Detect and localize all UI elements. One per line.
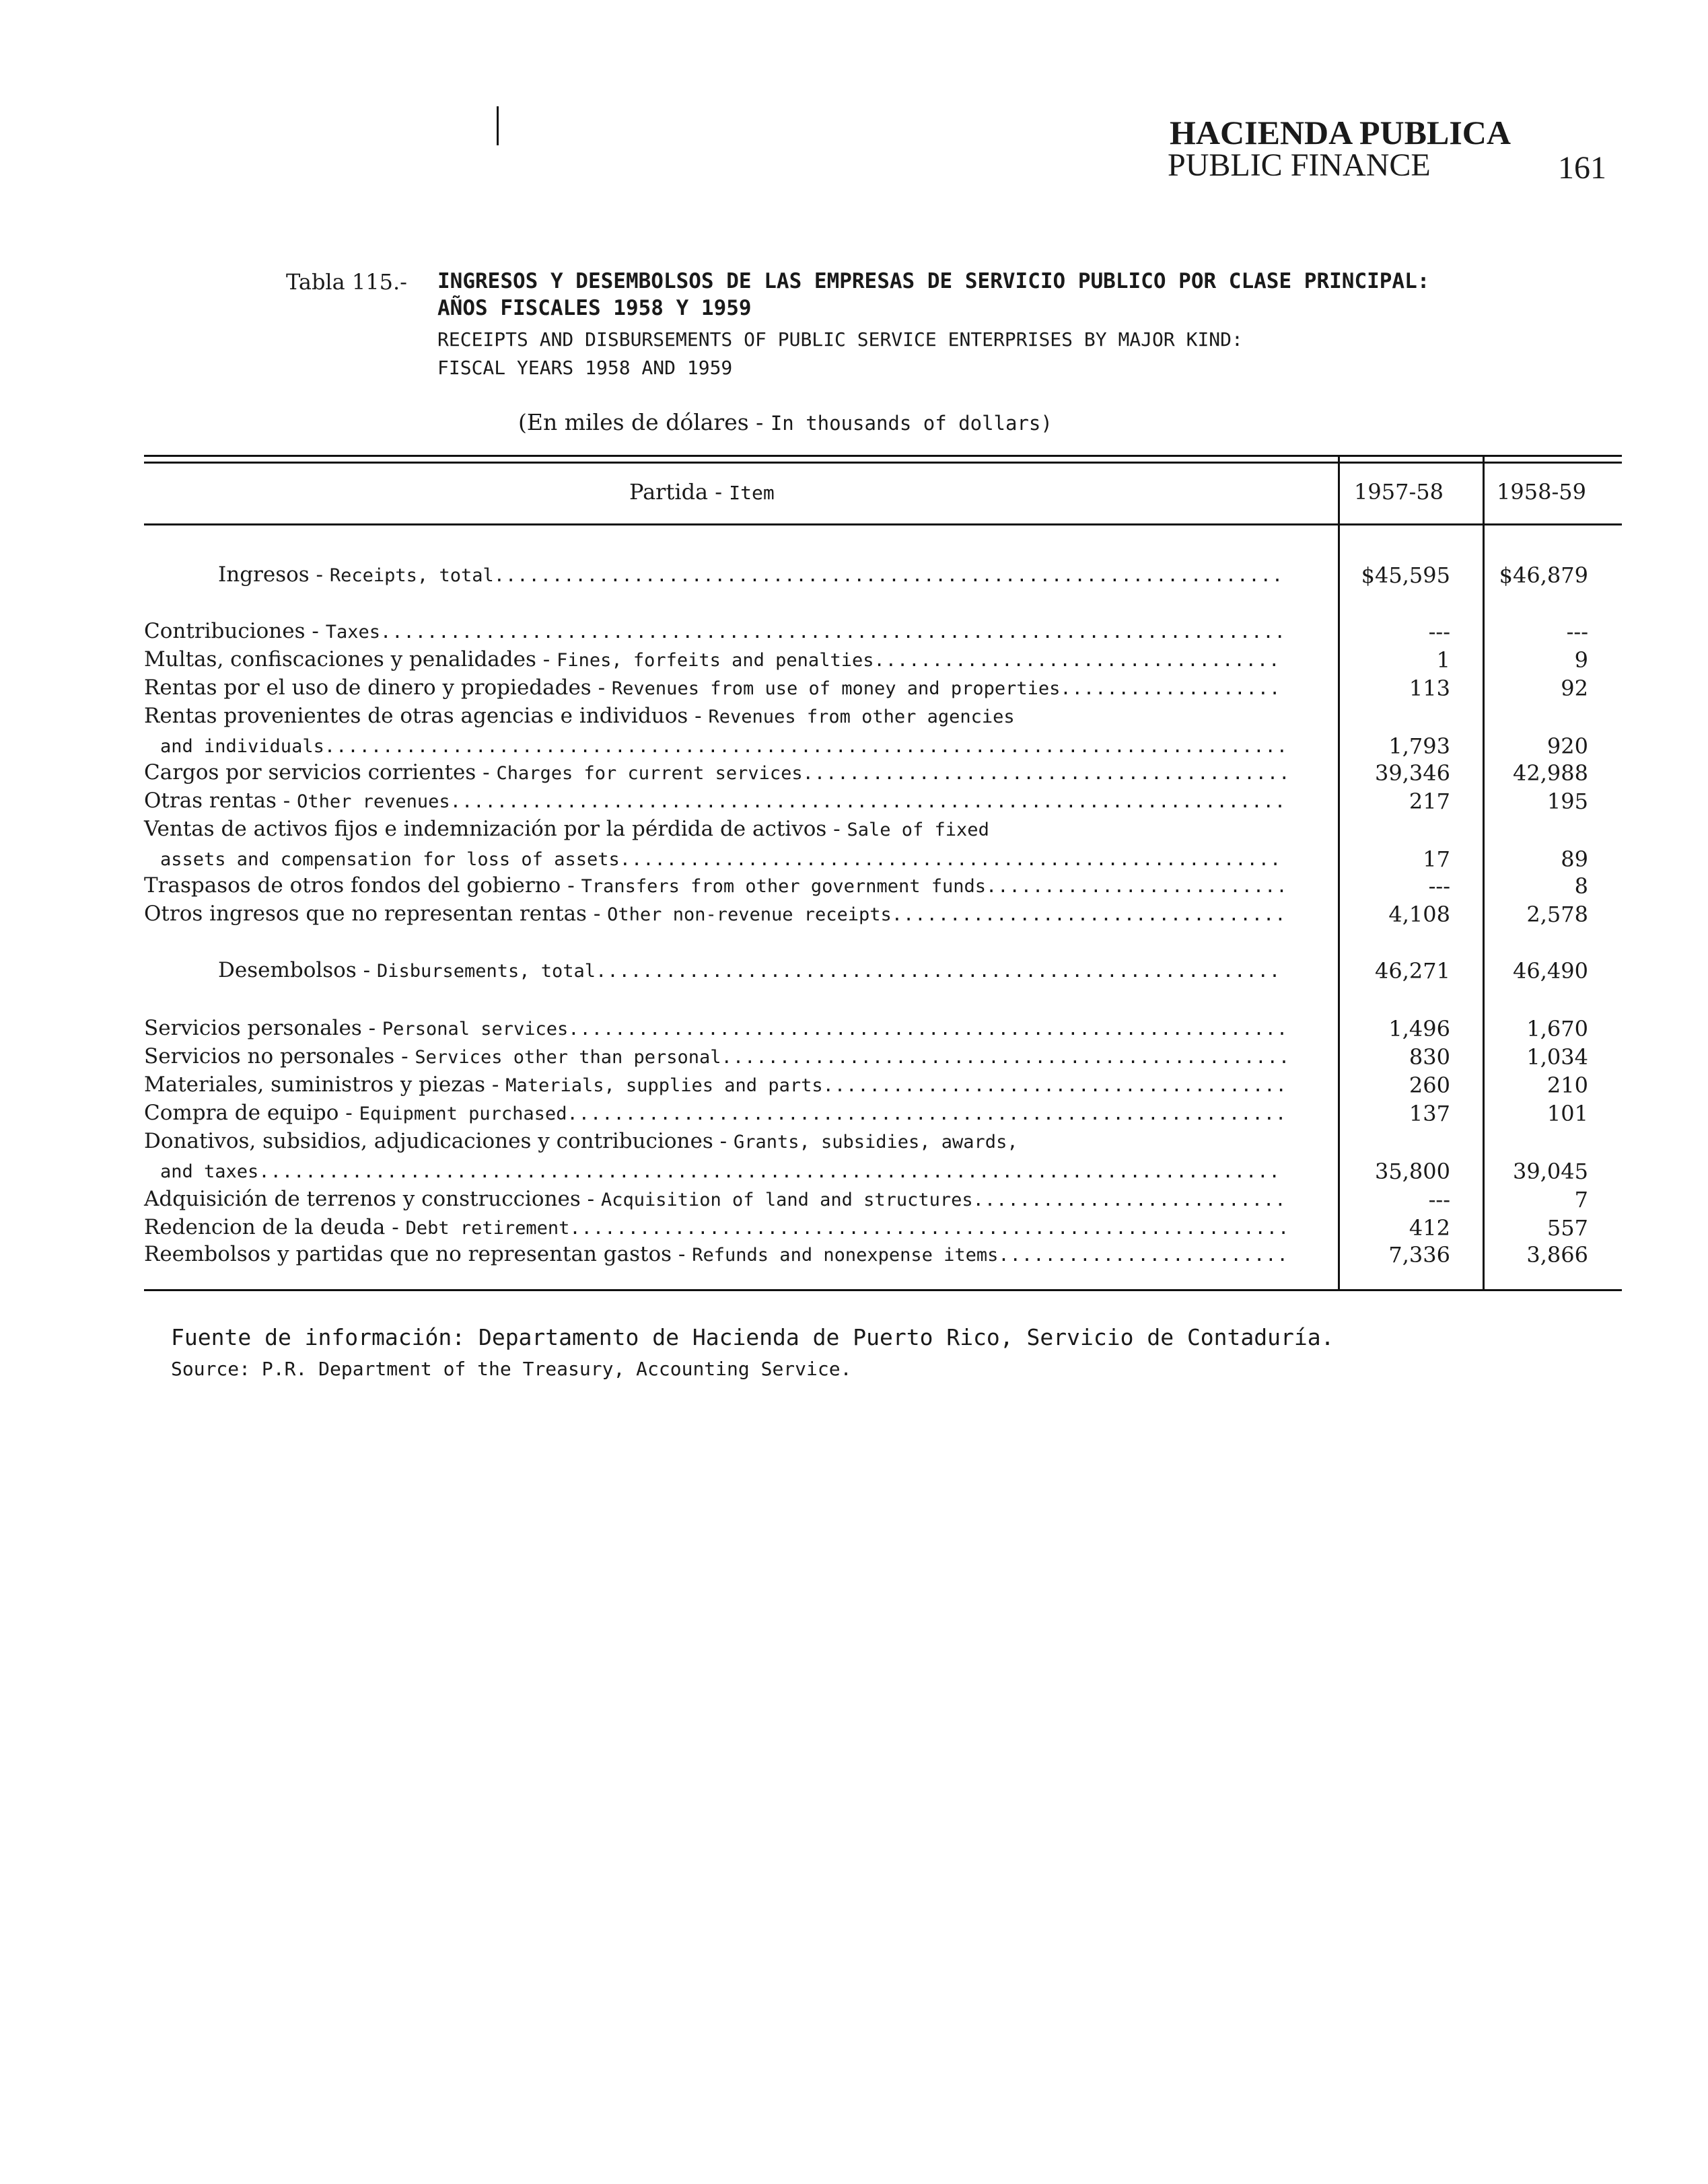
row-label bbox=[160, 733, 1288, 758]
leader-dots: .............................................................. bbox=[568, 1019, 1289, 1040]
title-line1-en: RECEIPTS AND DISBURSEMENTS OF PUBLIC SERVICE ENTERPRISES BY MAJOR KIND: bbox=[437, 328, 1243, 351]
value-1957-58: 830 bbox=[1409, 1044, 1450, 1070]
table-row bbox=[144, 562, 1302, 591]
column-header-1958-59: 1958-59 bbox=[1497, 479, 1586, 505]
table-row bbox=[144, 817, 1302, 845]
row-label-es: Cargos por servicios corrientes - bbox=[144, 760, 490, 785]
leader-dots: ................................................................................... bbox=[324, 736, 1289, 757]
leader-dots: ........................................................................................ bbox=[258, 1161, 1281, 1182]
table-row bbox=[144, 902, 1302, 930]
row-label bbox=[144, 676, 1281, 700]
leader-dots: .................................. bbox=[891, 904, 1287, 925]
value-1958-59: 92 bbox=[1561, 676, 1588, 701]
value-1957-58: 1,496 bbox=[1388, 1016, 1450, 1042]
value-1958-59: 557 bbox=[1546, 1215, 1588, 1241]
row-label bbox=[160, 1159, 1281, 1183]
row-label bbox=[144, 1215, 1289, 1239]
row-label bbox=[144, 1101, 1287, 1125]
leader-dots: ........................................ bbox=[822, 1075, 1287, 1096]
row-label bbox=[144, 619, 1286, 643]
row-label-es: Materiales, suministros y piezas - bbox=[144, 1072, 499, 1097]
page-number: 161 bbox=[1558, 150, 1606, 186]
table-row bbox=[144, 1016, 1302, 1044]
margin-mark bbox=[497, 106, 499, 145]
value-1958-59: 39,045 bbox=[1513, 1159, 1588, 1184]
value-1958-59: 9 bbox=[1574, 647, 1588, 673]
leader-dots: .......................... bbox=[986, 876, 1288, 897]
value-1958-59: 195 bbox=[1546, 789, 1588, 814]
row-label-es: Multas, confiscaciones y penalidades - bbox=[144, 647, 550, 671]
column-header-item-es: Partida - bbox=[629, 479, 723, 505]
row-label-en: Other non-revenue receipts bbox=[607, 904, 892, 925]
table-row bbox=[144, 1072, 1302, 1101]
value-1958-59: 101 bbox=[1546, 1101, 1588, 1126]
value-1958-59: 89 bbox=[1561, 846, 1588, 872]
table-row bbox=[144, 873, 1302, 902]
row-label-en: assets and compensation for loss of assets bbox=[160, 849, 620, 870]
row-label-en: Revenues from use of money and properties bbox=[611, 678, 1061, 699]
row-label-en: Taxes bbox=[325, 622, 380, 643]
leader-dots: ................................................. bbox=[721, 1047, 1291, 1068]
leader-dots: .............................................................. bbox=[569, 1218, 1290, 1239]
leader-dots: .............................................................. bbox=[567, 1103, 1287, 1124]
value-1957-58: --- bbox=[1428, 1187, 1450, 1212]
row-label bbox=[144, 1044, 1290, 1068]
value-1957-58: 39,346 bbox=[1375, 760, 1450, 786]
header-title-en: PUBLIC FINANCE bbox=[1168, 147, 1431, 183]
row-label-es: Reembolsos y partidas que no representan gastos - bbox=[144, 1242, 686, 1266]
row-label-es: Rentas provenientes de otras agencias e individuos - bbox=[144, 704, 702, 728]
leader-dots: ......................................................... bbox=[619, 849, 1282, 870]
source-es: Fuente de información: Departamento de Hacienda de Puerto Rico, Servicio de Contaduría. bbox=[171, 1324, 1335, 1350]
value-1957-58: 260 bbox=[1409, 1072, 1450, 1098]
table-row bbox=[144, 1242, 1302, 1270]
table-row bbox=[144, 619, 1302, 647]
row-label bbox=[144, 1242, 1289, 1266]
value-1957-58: 7,336 bbox=[1388, 1242, 1450, 1268]
value-1957-58: --- bbox=[1428, 619, 1450, 645]
leader-dots: ......................... bbox=[998, 1245, 1289, 1266]
table-row bbox=[144, 760, 1302, 789]
title-line2-es: AÑOS FISCALES 1958 Y 1959 bbox=[437, 296, 752, 320]
units-en: In thousands of dollars) bbox=[770, 412, 1053, 435]
row-label bbox=[144, 789, 1286, 813]
value-1958-59: 1,670 bbox=[1526, 1016, 1588, 1042]
row-label-en: Acquisition of land and structures bbox=[600, 1190, 973, 1210]
row-label-en: Disbursements, total bbox=[376, 961, 596, 982]
title-line2-en: FISCAL YEARS 1958 AND 1959 bbox=[437, 357, 733, 379]
row-label-es: Adquisición de terrenos y construcciones - bbox=[144, 1187, 595, 1211]
value-1957-58: 1 bbox=[1436, 647, 1450, 673]
units-es: (En miles de dólares - bbox=[518, 409, 764, 435]
row-label bbox=[144, 760, 1290, 785]
value-1957-58: $45,595 bbox=[1361, 562, 1450, 588]
value-1957-58: --- bbox=[1428, 873, 1450, 899]
value-1957-58: 17 bbox=[1423, 846, 1450, 872]
row-label bbox=[144, 1129, 1018, 1153]
table-row bbox=[144, 1044, 1302, 1072]
row-label-en: Other revenues bbox=[297, 791, 450, 812]
table-row bbox=[144, 733, 1302, 762]
leader-dots: .............................................................................. bbox=[380, 622, 1286, 643]
row-label-es: Servicios no personales - bbox=[144, 1044, 408, 1068]
table-row bbox=[144, 789, 1302, 817]
value-1958-59: 920 bbox=[1546, 733, 1588, 759]
row-label-en: Equipment purchased bbox=[359, 1103, 567, 1124]
table-row bbox=[144, 1159, 1302, 1187]
row-label bbox=[144, 704, 1015, 728]
row-label bbox=[218, 958, 1281, 982]
row-label bbox=[144, 902, 1286, 926]
value-1958-59: 42,988 bbox=[1513, 760, 1588, 786]
value-1958-59: 8 bbox=[1574, 873, 1588, 899]
row-label-es: Redencion de la deuda - bbox=[144, 1215, 399, 1239]
table-row bbox=[144, 647, 1302, 676]
row-label bbox=[144, 1016, 1288, 1040]
row-label-en: and individuals bbox=[160, 736, 324, 757]
row-label-en: Charges for current services bbox=[496, 763, 803, 784]
row-label-en: Materials, supplies and parts bbox=[505, 1075, 823, 1096]
value-1957-58: 217 bbox=[1409, 789, 1450, 814]
value-1958-59: 2,578 bbox=[1526, 902, 1588, 927]
title-line1-es: INGRESOS Y DESEMBOLSOS DE LAS EMPRESAS DE SERVICIO PUBLICO POR CLASE PRINCIPAL: bbox=[437, 269, 1430, 293]
header-title-es: HACIENDA PUBLICA bbox=[1170, 114, 1511, 151]
column-header-1957-58: 1957-58 bbox=[1354, 479, 1444, 505]
value-1957-58: 113 bbox=[1409, 676, 1450, 701]
row-label-es: Servicios personales - bbox=[144, 1016, 376, 1040]
row-label-es: Otros ingresos que no representan rentas - bbox=[144, 902, 601, 926]
table-row bbox=[144, 1129, 1302, 1157]
column-header-item-en: Item bbox=[729, 482, 775, 504]
value-1957-58: 412 bbox=[1409, 1215, 1450, 1241]
leader-dots: ........................................................... bbox=[596, 961, 1281, 982]
row-label-en: Fines, forfeits and penalties bbox=[557, 650, 874, 671]
value-1957-58: 46,271 bbox=[1375, 958, 1450, 984]
table-top-rule-2 bbox=[144, 462, 1622, 464]
table-row bbox=[144, 676, 1302, 704]
value-1958-59: 46,490 bbox=[1513, 958, 1588, 984]
row-label bbox=[160, 846, 1281, 871]
row-label-en: Sale of fixed bbox=[847, 820, 989, 840]
source-en: Source: P.R. Department of the Treasury, Accounting Service. bbox=[171, 1358, 852, 1380]
row-label-es: Ingresos - bbox=[218, 562, 324, 587]
leader-dots: ................................... bbox=[874, 650, 1281, 671]
table-row bbox=[144, 1101, 1302, 1129]
value-1958-59: --- bbox=[1566, 619, 1588, 645]
row-label-es: Ventas de activos fijos e indemnización por la pérdida de activos - bbox=[144, 817, 841, 841]
row-label bbox=[144, 817, 989, 841]
row-label bbox=[144, 1072, 1287, 1097]
row-label-es: Compra de equipo - bbox=[144, 1101, 353, 1125]
value-1958-59: 3,866 bbox=[1526, 1242, 1588, 1268]
leader-dots: ........................................................................ bbox=[450, 791, 1287, 812]
leader-dots: .................................................................... bbox=[493, 565, 1284, 586]
row-label bbox=[144, 1187, 1287, 1211]
row-label-en: Personal services bbox=[382, 1019, 569, 1040]
units-note bbox=[518, 409, 1053, 435]
value-1957-58: 35,800 bbox=[1375, 1159, 1450, 1184]
row-label bbox=[218, 562, 1283, 587]
table-top-rule bbox=[144, 455, 1622, 457]
value-1957-58: 137 bbox=[1409, 1101, 1450, 1126]
leader-dots: .......................................... bbox=[802, 763, 1291, 784]
row-label-es: Traspasos de otros fondos del gobierno - bbox=[144, 873, 575, 898]
row-label-es: Contribuciones - bbox=[144, 619, 319, 643]
row-label-en: Grants, subsidies, awards, bbox=[733, 1132, 1018, 1153]
row-label-en: Transfers from other government funds bbox=[581, 876, 986, 897]
value-1958-59: $46,879 bbox=[1499, 562, 1588, 588]
column-divider-2 bbox=[1483, 455, 1485, 1290]
value-1957-58: 1,793 bbox=[1388, 733, 1450, 759]
row-label-en: and taxes bbox=[160, 1161, 259, 1182]
value-1957-58: 4,108 bbox=[1388, 902, 1450, 927]
row-label-en: Revenues from other agencies bbox=[708, 706, 1015, 727]
row-label bbox=[144, 873, 1288, 898]
table-row bbox=[144, 846, 1302, 875]
row-label-es: Donativos, subsidios, adjudicaciones y contribuciones - bbox=[144, 1129, 727, 1153]
row-label-es: Rentas por el uso de dinero y propiedades - bbox=[144, 676, 606, 700]
row-label-en: Debt retirement bbox=[405, 1218, 570, 1239]
row-label-en: Services other than personal bbox=[415, 1047, 721, 1068]
value-1958-59: 7 bbox=[1574, 1187, 1588, 1212]
leader-dots: ................... bbox=[1060, 678, 1281, 699]
row-label bbox=[144, 647, 1280, 671]
row-label-es: Desembolsos - bbox=[218, 958, 371, 982]
value-1958-59: 1,034 bbox=[1526, 1044, 1588, 1070]
leader-dots: ........................... bbox=[972, 1190, 1287, 1210]
table-bottom-rule bbox=[144, 1289, 1622, 1291]
row-label-en: Refunds and nonexpense items bbox=[692, 1245, 999, 1266]
value-1958-59: 210 bbox=[1546, 1072, 1588, 1098]
table-row bbox=[144, 958, 1302, 986]
table-number: Tabla 115.- bbox=[286, 269, 407, 295]
column-header-item bbox=[629, 479, 775, 505]
row-label-en: Receipts, total bbox=[329, 565, 494, 586]
table-row bbox=[144, 1215, 1302, 1243]
row-label-es: Otras rentas - bbox=[144, 789, 291, 813]
table-row bbox=[144, 704, 1302, 732]
table-header-rule bbox=[144, 523, 1622, 525]
column-divider-1 bbox=[1338, 455, 1340, 1290]
table-row bbox=[144, 1187, 1302, 1215]
